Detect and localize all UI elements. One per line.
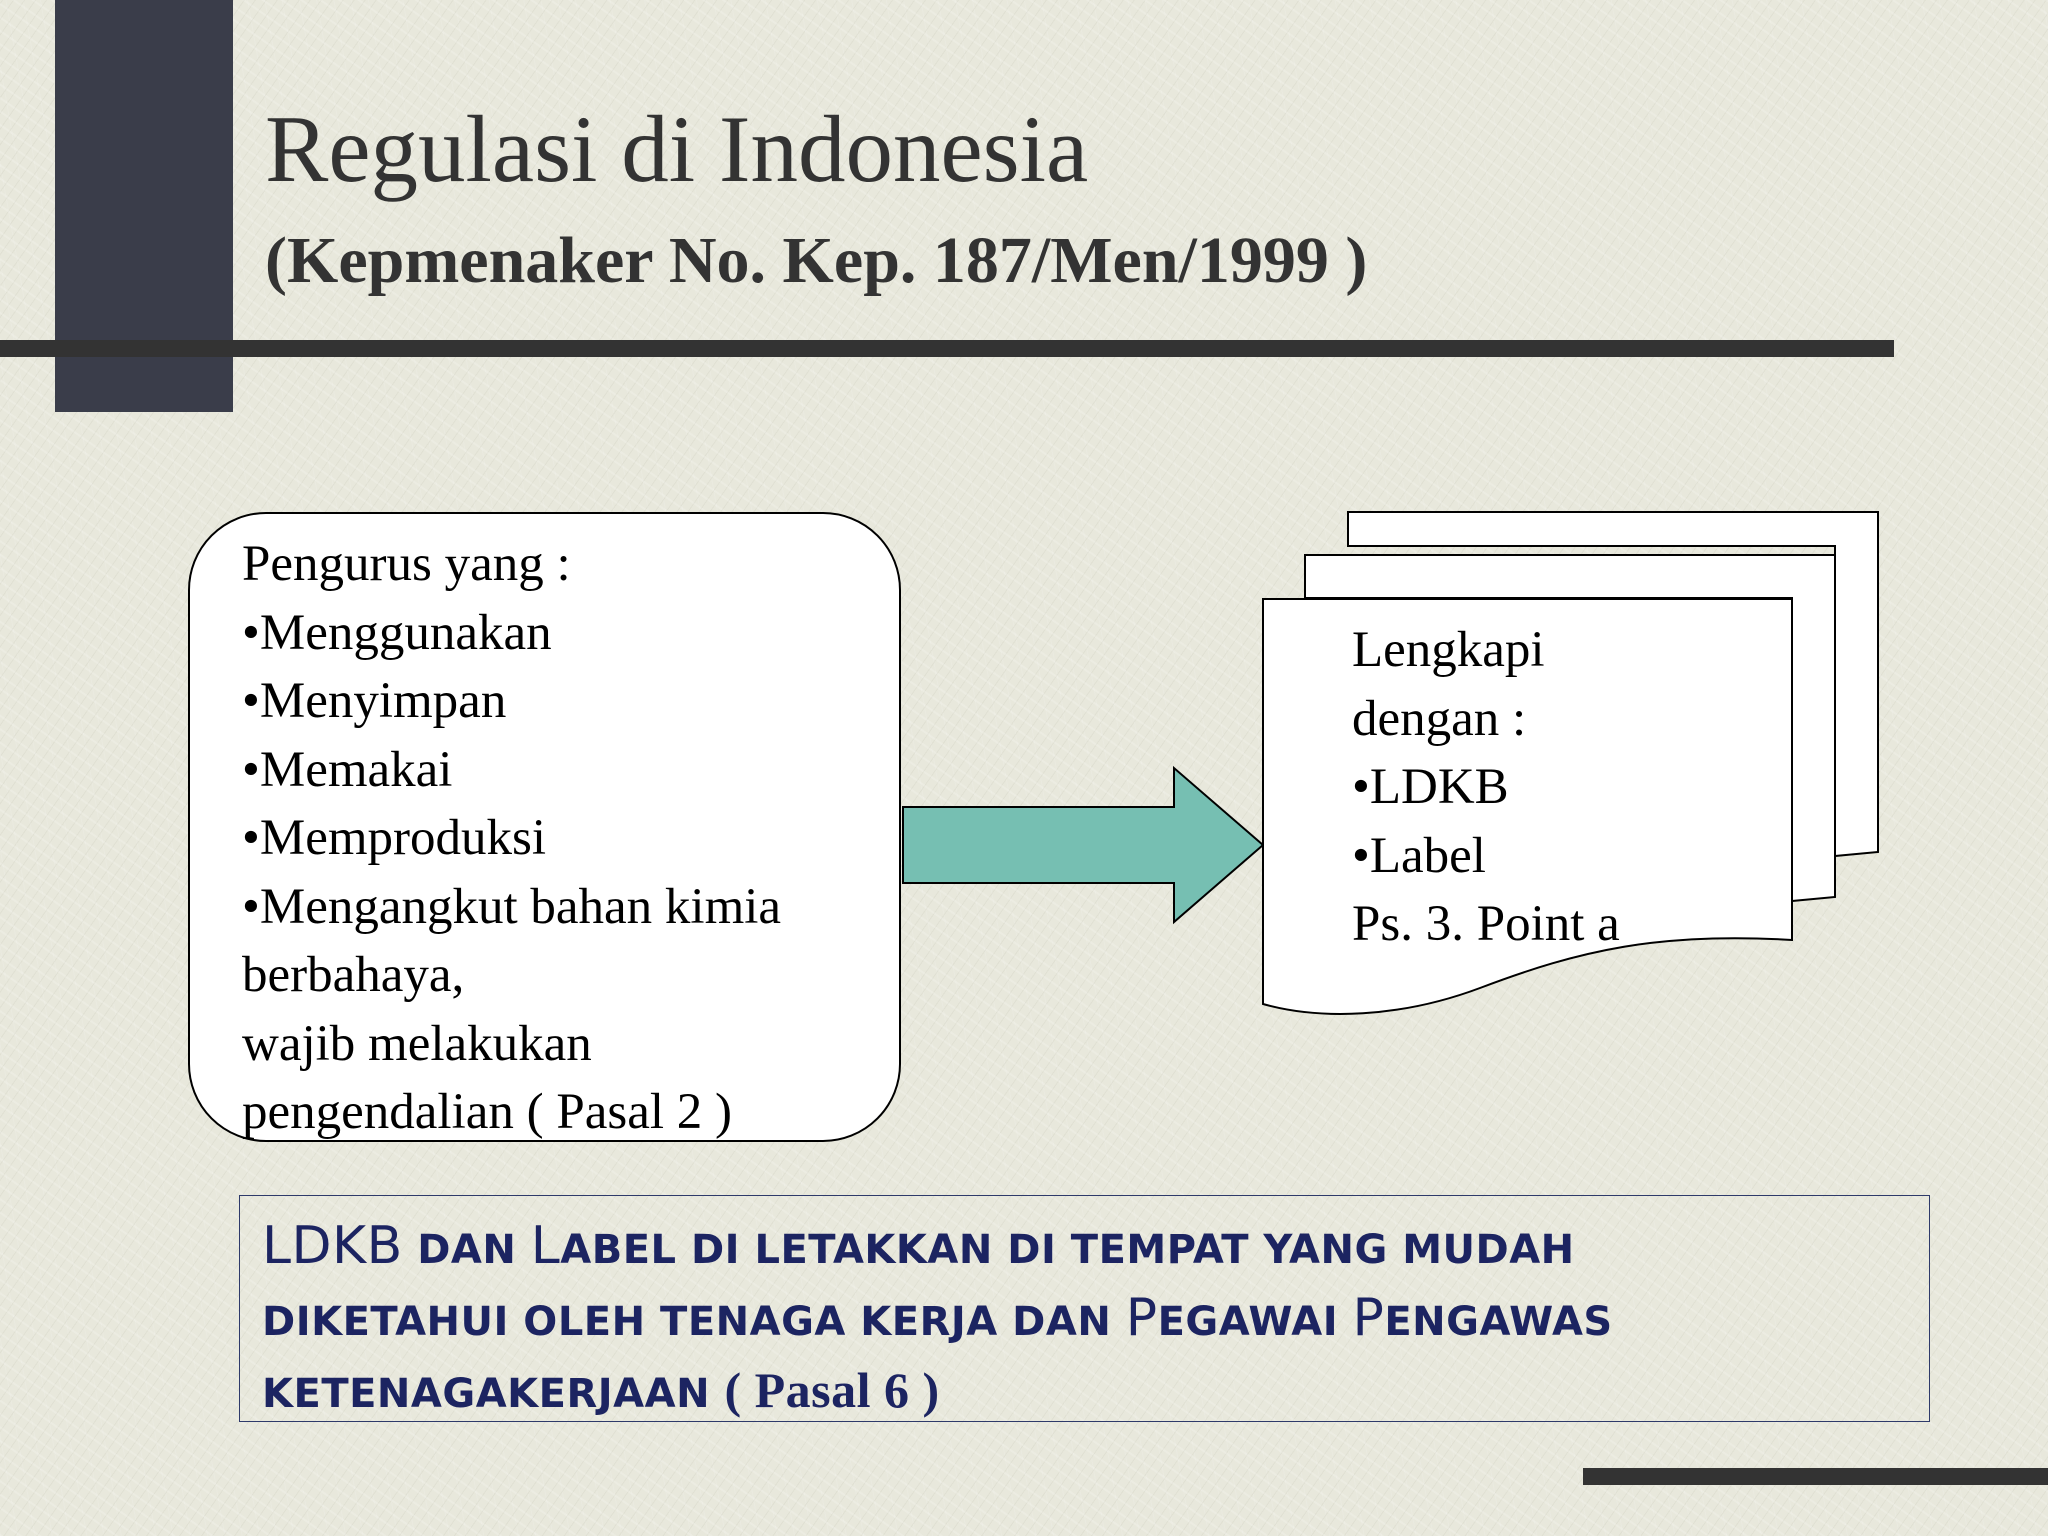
note-line-2: DIKETAHUI OLEH TENAGA KERJA DAN PEGAWAI PENGAWAS (262, 1288, 1613, 1348)
slide-subtitle: (Kepmenaker No. Kep. 187/Men/1999 ) (265, 224, 1368, 297)
pengurus-continuation-2: wajib melakukan (242, 1015, 592, 1072)
slide-title: Regulasi di Indonesia (265, 96, 1089, 202)
note-line-1: LDKB DAN LABEL DI LETAKKAN DI TEMPAT YANG MUDAH (262, 1216, 1575, 1276)
lengkapi-bullet-ldkb: • LDKB (1352, 753, 1620, 822)
lengkapi-text (1352, 616, 1620, 959)
note-text (262, 1212, 1912, 1428)
note-line-3: KETENAGAKERJAAN ( Pasal 6 ) (262, 1362, 940, 1418)
pengurus-bullet-5: • Mengangkut bahan kimia (242, 873, 902, 942)
lengkapi-line-2: dengan : (1352, 690, 1527, 747)
pengurus-bullet-1: • Menggunakan (242, 599, 902, 668)
pengurus-bullet-3: • Memakai (242, 736, 902, 805)
lengkapi-bullet-label: • Label (1352, 822, 1620, 891)
pengurus-bullet-4: • Memproduksi (242, 804, 902, 873)
pengurus-continuation-3: pengendalian ( Pasal 2 ) (242, 1084, 733, 1140)
lengkapi-line-1: Lengkapi (1352, 622, 1545, 678)
pengurus-continuation-1: berbahaya, (242, 947, 465, 1003)
lengkapi-reference: Ps. 3. Point a (1352, 896, 1620, 952)
pengurus-intro: Pengurus yang : (242, 536, 571, 592)
pengurus-bullet-2: • Menyimpan (242, 667, 902, 736)
